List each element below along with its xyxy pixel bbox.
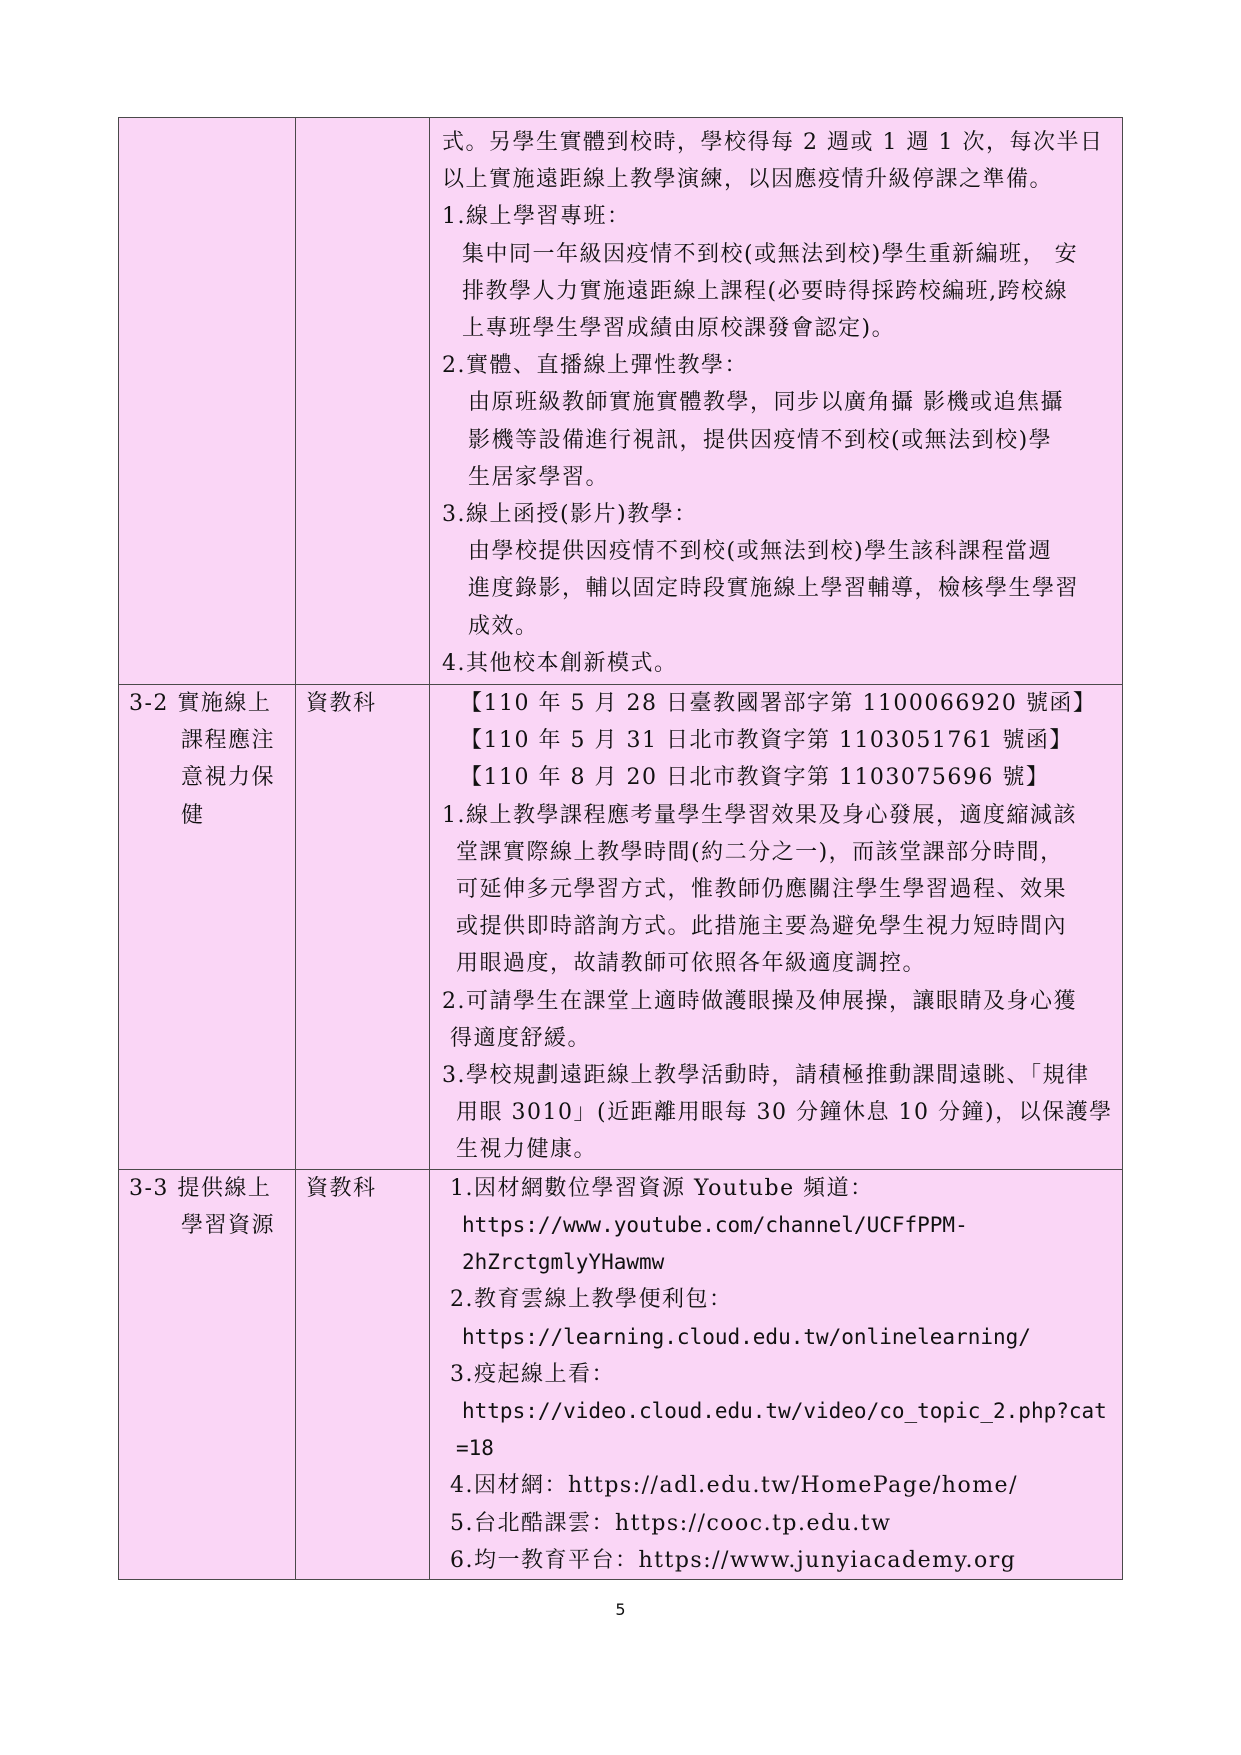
table-row [119,685,1123,1170]
content-line: 1.線上學習專班： [442,204,631,230]
resource-link[interactable]: https://www.youtube.com/channel/UCFfPPM- [462,1212,968,1237]
content-line: 【110 年 5 月 28 日臺教國署部字第 1100066920 號函】 [460,691,1097,717]
resource-link[interactable]: 6.均一教育平台：https://www.junyiacademy.org [450,1547,1017,1573]
item-title-line: 課程應注 [181,728,276,754]
content-line: 2.實體、直播線上彈性教學： [442,353,748,379]
content-line: 影機等設備進行視訊，提供因疫情不到校(或無法到校)學 [468,427,1053,453]
item-title-line: 3-3 提供線上 [129,1175,272,1201]
table-row [119,118,1123,685]
content-line: 3.疫起線上看： [450,1361,615,1387]
page-number: 5 [615,1600,626,1619]
content-line: 排教學人力實施遠距線上課程(必要時得採跨校編班,跨校線 [462,278,1069,304]
resource-link[interactable]: 2hZrctgmlyYHawmw [462,1250,665,1275]
content-line: 2.教育雲線上教學便利包： [450,1287,733,1313]
content-line: 用眼過度，故請教師可依照各年級適度調控。 [456,951,927,977]
item-title-line: 學習資源 [181,1212,276,1238]
content-line: 得適度舒緩。 [450,1025,592,1051]
content-line: 以上實施遠距線上教學演練，以因應疫情升級停課之準備。 [442,167,1054,193]
content-cell [430,118,1123,685]
unit-label: 資教科 [306,1175,377,1201]
content-line: 用眼 3010」(近距離用眼每 30 分鐘休息 10 分鐘)，以保護學 [456,1100,1113,1126]
unit-cell [296,1169,430,1579]
content-line: 2.可請學生在課堂上適時做護眼操及伸展操，讓眼睛及身心獲 [442,988,1077,1014]
resource-link[interactable]: =18 [456,1436,494,1461]
content-cell [430,685,1123,1170]
item-title-line: 意視力保 [181,765,276,791]
unit-cell [296,118,430,685]
unit-cell [296,685,430,1170]
resource-link[interactable]: https://learning.cloud.edu.tw/onlinelearning/ [462,1324,1031,1349]
content-line: 或提供即時諮詢方式。此措施主要為避免學生視力短時間內 [456,914,1068,940]
item-cell [119,1169,296,1579]
content-line: 式。另學生實體到校時，學校得每 2 週或 1 週 1 次，每次半日 [442,130,1104,155]
resource-link[interactable]: 5.台北酷課雲：https://cooc.tp.edu.tw [450,1510,892,1536]
content-line: 由學校提供因疫情不到校(或無法到校)學生該科課程當週 [468,539,1053,565]
content-line: 上專班學生學習成績由原校課發會認定)。 [462,316,896,342]
content-line: 進度錄影，輔以固定時段實施線上學習輔導，檢核學生學習 [468,576,1080,602]
content-line: 堂課實際線上教學時間(約二分之一)，而該堂課部分時間， [456,839,1064,865]
content-line: 【110 年 8 月 20 日北市教資字第 1103075696 號】 [460,765,1050,791]
item-cell [119,118,296,685]
item-title-line: 健 [181,802,205,828]
resource-link[interactable]: 4.因材網：https://adl.edu.tw/HomePage/home/ [450,1473,1018,1499]
document-table [118,117,1123,1580]
content-line: 4.其他校本創新模式。 [442,650,678,676]
unit-label: 資教科 [306,691,377,717]
content-line: 3.線上函授(影片)教學： [442,502,698,528]
content-line: 【110 年 5 月 31 日北市教資字第 1103051761 號函】 [460,728,1073,754]
content-cell [430,1169,1123,1579]
content-line: 生居家學習。 [468,464,610,490]
content-line: 成效。 [468,613,539,639]
content-line: 1.因材網數位學習資源 Youtube 頻道： [450,1175,874,1201]
content-line: 可延伸多元學習方式，惟教師仍應關注學生學習過程、效果 [456,877,1068,903]
table-row [119,1169,1123,1579]
content-line: 1.線上教學課程應考量學生學習效果及身心發展，適度縮減該 [442,802,1077,828]
content-line: 生視力健康。 [456,1137,598,1163]
resource-link[interactable]: https://video.cloud.edu.tw/video/co_topic_2.php?cat [462,1398,1107,1423]
content-line: 3.學校規劃遠距線上教學活動時，請積極推動課間遠眺、「規律 [442,1063,1090,1089]
item-cell [119,685,296,1170]
content-line: 集中同一年級因疫情不到校(或無法到校)學生重新編班， 安 [462,241,1079,267]
content-line: 由原班級教師實施實體教學，同步以廣角攝 影機或追焦攝 [468,390,1064,416]
item-title-line: 3-2 實施線上 [129,691,272,717]
